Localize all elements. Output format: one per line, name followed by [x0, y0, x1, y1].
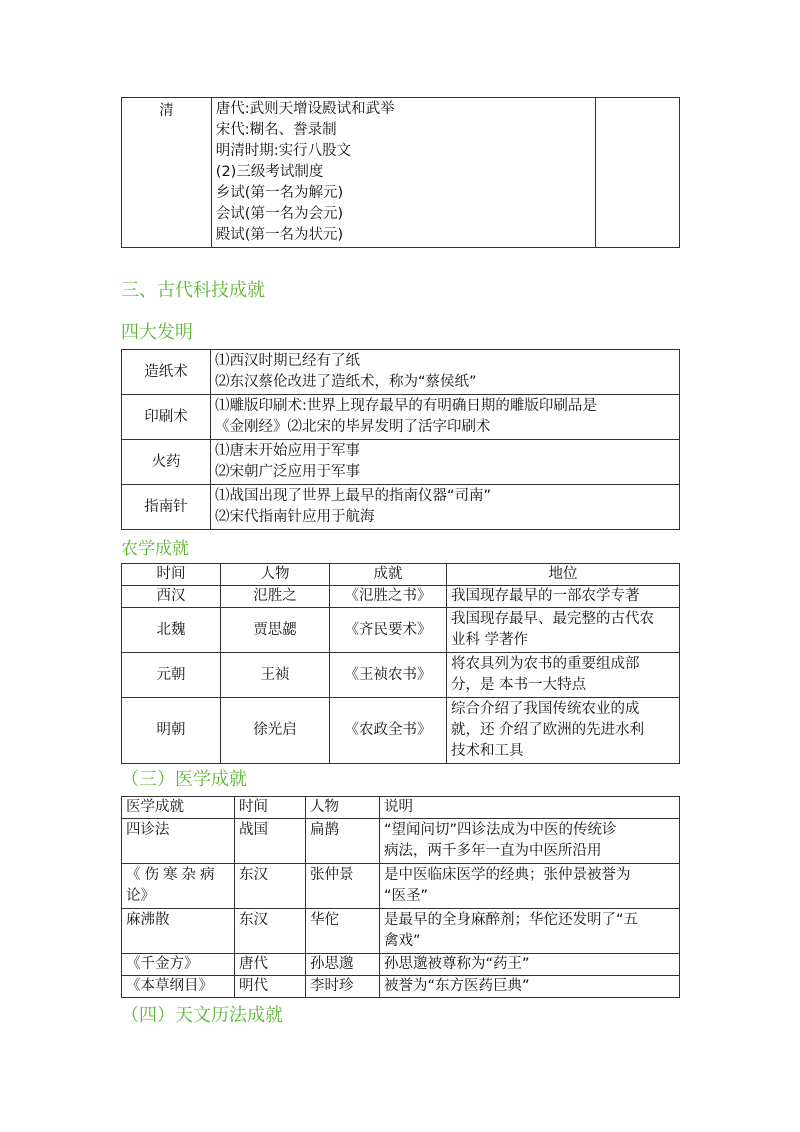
desc-cell	[380, 976, 680, 998]
col-header: 人物	[306, 797, 380, 819]
time-cell: 北魏	[122, 608, 221, 653]
invention-name: 火药	[122, 440, 211, 485]
item-line: 四诊法	[126, 822, 170, 838]
table-row	[122, 954, 680, 976]
desc-line: “望闻问切”四诊法成为中医的传统诊	[384, 822, 617, 838]
status-cell	[447, 698, 680, 764]
desc-line: 是最早的全身麻醉剂；华佗还发明了“五	[384, 912, 639, 928]
agriculture-title: 农学成就	[121, 539, 189, 559]
work-cell: 《齐民要术》	[330, 608, 447, 653]
person-cell: 孙思邈	[306, 954, 380, 976]
time-cell: 东汉	[235, 864, 306, 909]
col-header: 医学成就	[122, 797, 235, 819]
person-cell: 王祯	[221, 653, 330, 698]
desc-line: 是中医临床医学的经典；张仲景被誉为	[384, 867, 631, 883]
desc-line: 病法，两千多年一直为中医所沿用	[384, 843, 602, 859]
time-cell: 明朝	[122, 698, 221, 764]
invention-line: ⑴唐末开始应用于军事	[215, 443, 360, 459]
status-line: 分，是 本书一大特点	[451, 677, 587, 693]
invention-detail	[211, 440, 680, 485]
col-header: 地位	[447, 564, 680, 586]
table-row	[122, 586, 680, 608]
invention-name: 造纸术	[122, 350, 211, 395]
section-title: 三、古代科技成就	[121, 280, 265, 301]
status-cell	[447, 608, 680, 653]
item-cell	[122, 954, 235, 976]
status-cell	[447, 586, 680, 608]
invention-name: 印刷术	[122, 395, 211, 440]
invention-line: ⑵宋朝广泛应用于军事	[215, 464, 360, 480]
time-cell: 战国	[235, 819, 306, 864]
item-cell	[122, 819, 235, 864]
col-header: 成就	[330, 564, 447, 586]
exam-line: 会试(第一名为会元)	[215, 206, 344, 222]
time-cell: 唐代	[235, 954, 306, 976]
table-row	[122, 653, 680, 698]
exam-line: 宋代:糊名、誊录制	[215, 122, 337, 138]
person-cell: 贾思勰	[221, 608, 330, 653]
exam-detail-cell	[211, 98, 595, 248]
table-row	[122, 909, 680, 954]
time-cell: 明代	[235, 976, 306, 998]
invention-line: ⑴西汉时期已经有了纸	[215, 353, 360, 369]
exam-system-table	[121, 97, 680, 248]
status-line: 我国现存最早、最完整的古代农	[451, 611, 654, 627]
desc-line: “医圣”	[384, 888, 429, 904]
person-cell: 张仲景	[306, 864, 380, 909]
table-row	[122, 976, 680, 998]
col-header: 说明	[380, 797, 680, 819]
time-cell: 元朝	[122, 653, 221, 698]
status-line: 技术和工具	[451, 743, 524, 759]
invention-line: ⑵宋代指南针应用于航海	[215, 509, 375, 525]
invention-line: ⑵东汉蔡伦改进了造纸术，称为“蔡侯纸”	[215, 374, 477, 390]
item-line: 《伤寒杂病	[126, 867, 219, 883]
desc-cell	[380, 819, 680, 864]
person-cell: 扁鹊	[306, 819, 380, 864]
col-header: 时间	[122, 564, 221, 586]
person-cell: 徐光启	[221, 698, 330, 764]
person-cell: 李时珍	[306, 976, 380, 998]
status-line: 就，还 介绍了欧洲的先进水利	[451, 722, 645, 738]
person-cell: 氾胜之	[221, 586, 330, 608]
table-row	[122, 819, 680, 864]
col-header: 人物	[221, 564, 330, 586]
exam-line: 乡试(第一名为解元)	[215, 185, 344, 201]
item-line: 麻沸散	[126, 912, 170, 928]
desc-cell	[380, 909, 680, 954]
item-cell	[122, 976, 235, 998]
exam-line: 唐代:武则天增设殿试和武举	[215, 101, 395, 117]
item-line: 论》	[126, 888, 155, 904]
desc-line: 孙思邈被尊称为“药王”	[384, 956, 530, 972]
invention-detail	[211, 350, 680, 395]
medicine-title: （三）医学成就	[121, 769, 247, 790]
item-line: 《本草纲目》	[126, 978, 213, 994]
status-line: 我国现存最早的一部农学专著	[451, 588, 640, 604]
exam-empty-cell	[596, 98, 680, 248]
invention-detail	[211, 395, 680, 440]
inventions-table	[121, 349, 680, 530]
work-cell: 《王祯农书》	[330, 653, 447, 698]
work-cell: 《农政全书》	[330, 698, 447, 764]
desc-cell	[380, 954, 680, 976]
desc-line: 禽戏”	[384, 933, 421, 949]
item-line: 《千金方》	[126, 956, 199, 972]
agriculture-table	[121, 563, 680, 764]
status-line: 综合介绍了我国传统农业的成	[451, 701, 640, 717]
status-line: 将农具列为农书的重要组成部	[451, 656, 640, 672]
person-cell: 华佗	[306, 909, 380, 954]
astronomy-title: （四）天文历法成就	[121, 1005, 283, 1026]
time-cell: 西汉	[122, 586, 221, 608]
exam-era-label: 清	[122, 98, 212, 248]
status-cell	[447, 653, 680, 698]
invention-line: ⑴战国出现了世界上最早的指南仪器“司南”	[215, 488, 492, 504]
table-row	[122, 698, 680, 764]
inventions-title: 四大发明	[121, 322, 193, 343]
col-header: 时间	[235, 797, 306, 819]
exam-line: 明清时期:实行八股文	[215, 143, 352, 159]
invention-line: 《金刚经》⑵北宋的毕昇发明了活字印刷术	[215, 419, 491, 435]
medicine-table	[121, 796, 680, 998]
desc-cell	[380, 864, 680, 909]
item-cell	[122, 864, 235, 909]
invention-name: 指南针	[122, 485, 211, 530]
invention-line: ⑴雕版印刷术:世界上现存最早的有明确日期的雕版印刷品是	[215, 398, 597, 414]
time-cell: 东汉	[235, 909, 306, 954]
desc-line: 被誉为“东方医药巨典”	[384, 978, 530, 994]
table-row	[122, 608, 680, 653]
exam-line: 殿试(第一名为状元)	[215, 227, 344, 243]
status-line: 业科 学著作	[451, 632, 529, 648]
invention-detail	[211, 485, 680, 530]
exam-line: (2)三级考试制度	[215, 164, 324, 180]
work-cell: 《氾胜之书》	[330, 586, 447, 608]
table-row	[122, 864, 680, 909]
item-cell	[122, 909, 235, 954]
